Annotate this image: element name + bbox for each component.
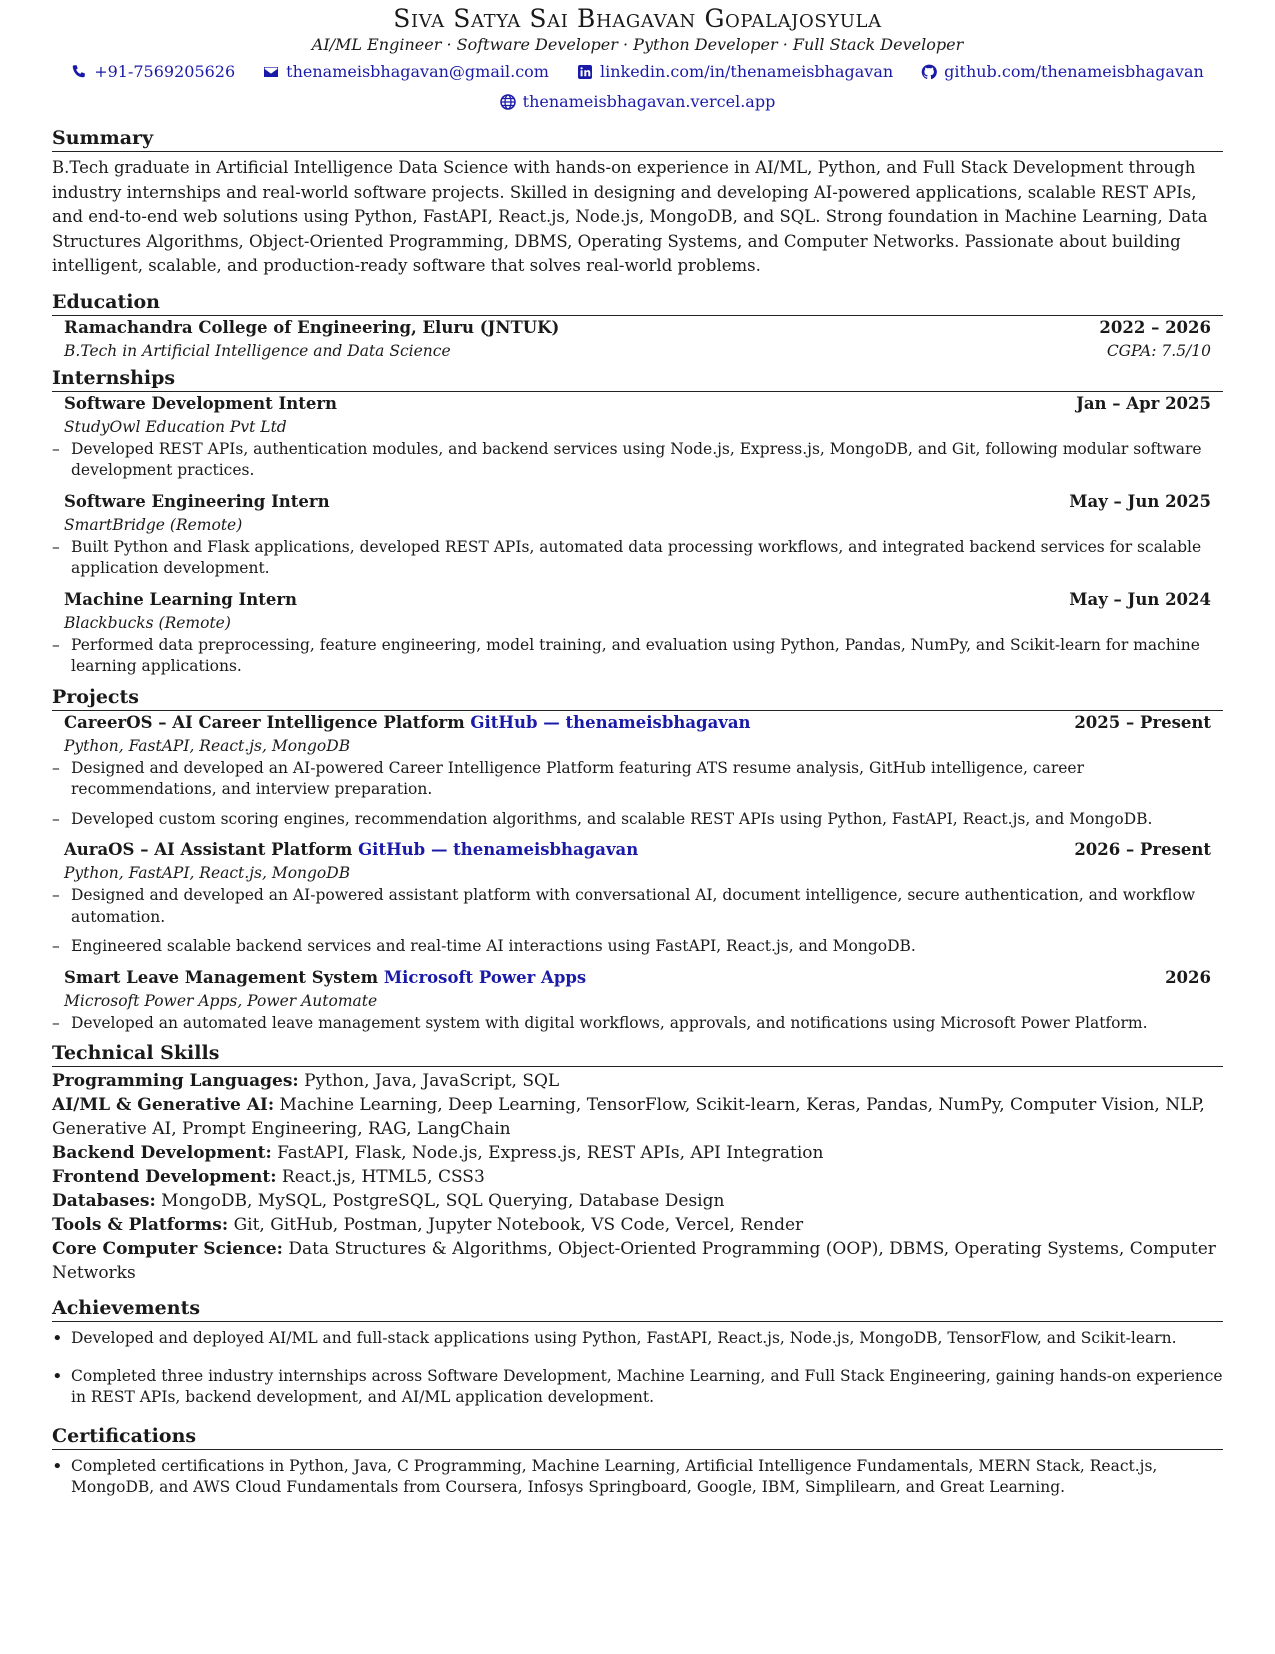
achievements-heading: Achievements bbox=[52, 1297, 1223, 1322]
skill-value: FastAPI, Flask, Node.js, Express.js, REST APIs, API Integration bbox=[277, 1143, 824, 1163]
project-dates: 2025 – Present bbox=[1074, 712, 1211, 732]
skills-heading: Technical Skills bbox=[52, 1042, 1223, 1067]
education-years: 2022 – 2026 bbox=[1099, 317, 1211, 337]
skill-value: Data Structures & Algorithms, Object-Oriented Programming (OOP), DBMS, Operating Systems, Computer Networks bbox=[52, 1239, 1216, 1283]
project-tech: Python, FastAPI, React.js, MongoDB bbox=[64, 864, 351, 882]
contact-bar-second-line bbox=[52, 89, 1223, 115]
skill-label: Backend Development: bbox=[52, 1143, 272, 1163]
certifications-heading: Certifications bbox=[52, 1425, 1223, 1450]
linkedin-icon bbox=[577, 64, 593, 80]
skill-label: Tools & Platforms: bbox=[52, 1215, 229, 1235]
linkedin-text: linkedin.com/in/thenameisbhagavan bbox=[599, 62, 894, 81]
candidate-subtitle: AI/ML Engineer · Software Developer · Python Developer · Full Stack Developer bbox=[311, 35, 964, 54]
skill-row bbox=[52, 1093, 1223, 1141]
summary-text: B.Tech graduate in Artificial Intelligence Data Science with hands-on experience in AI/ML, Python, and Full Stack Development through industry internships and real-world software projects. Skilled in designing and developing AI-powered applications, scalable REST APIs, and end-to-end web solutions using Python, FastAPI, React.js, Node.js, MongoDB, and SQL. Strong foundation in Machine Learning, Data Structures Algorithms, Object-Oriented Programming, DBMS, Operating Systems, and Computer Networks. Passionate about building intelligent, scalable, and production-ready software that solves real-world problems. bbox=[52, 158, 1208, 275]
project-tech: Python, FastAPI, React.js, MongoDB bbox=[64, 736, 351, 755]
skill-value: React.js, HTML5, CSS3 bbox=[281, 1167, 485, 1187]
internship-company: SmartBridge (Remote) bbox=[64, 515, 243, 534]
achievement-item: • Completed three industry internships across Software Development, Machine Learning, and Full Stack Engineering, gaining hands-on experience in REST APIs, backend development, and AI/ML application development. bbox=[52, 1366, 1223, 1409]
school-name: Ramachandra College of Engineering, Eluru (JNTUK) bbox=[64, 317, 560, 337]
project-entry bbox=[52, 838, 1223, 958]
phone-link[interactable] bbox=[71, 59, 235, 85]
project-bullet: – Developed custom scoring engines, recommendation algorithms, and scalable REST APIs using Python, FastAPI, React.js, and MongoDB. bbox=[52, 809, 1223, 831]
email-text: thenameisbhagavan@gmail.com bbox=[286, 62, 549, 81]
internship-role: Software Development Intern bbox=[64, 393, 338, 413]
project-powerapps-link[interactable]: Microsoft Power Apps bbox=[383, 967, 587, 987]
skills-list bbox=[52, 1069, 1223, 1285]
internship-bullet: – Performed data preprocessing, feature engineering, model training, and evaluation using Python, Pandas, NumPy, and Scikit-learn for machine learning applications. bbox=[52, 635, 1223, 678]
achievement-item: • Developed and deployed AI/ML and full-stack applications using Python, FastAPI, React.js, Node.js, MongoDB, TensorFlow, and Scikit-learn. bbox=[52, 1328, 1223, 1350]
summary-heading: Summary bbox=[52, 127, 1223, 152]
education-heading: Education bbox=[52, 291, 1223, 316]
internship-dates: May – Jun 2025 bbox=[1069, 491, 1211, 511]
resume-page bbox=[0, 4, 1275, 1654]
project-name: Smart Leave Management System bbox=[64, 967, 379, 987]
degree-name: B.Tech in Artificial Intelligence and Data Science bbox=[64, 341, 451, 360]
project-entry bbox=[52, 711, 1223, 831]
internship-company: Blackbucks (Remote) bbox=[64, 613, 231, 632]
cgpa: CGPA: 7.5/10 bbox=[1106, 341, 1211, 360]
internships-section bbox=[52, 367, 1223, 678]
project-name: CareerOS – AI Career Intelligence Platform bbox=[64, 712, 465, 732]
certification-item: • Completed certifications in Python, Java, C Programming, Machine Learning, Artificial Intelligence Fundamentals, MERN Stack, React.js, MongoDB, and AWS Cloud Fundamentals from Coursera, Infosys Springboard, Google, IBM, Simplilearn, and Great Learning. bbox=[52, 1456, 1223, 1499]
project-github-link[interactable]: GitHub — thenameisbhagavan bbox=[470, 712, 751, 732]
internship-bullet: – Developed REST APIs, authentication modules, and backend services using Node.js, Express.js, MongoDB, and Git, following modular software development practices. bbox=[52, 439, 1223, 482]
internship-role: Software Engineering Intern bbox=[64, 491, 330, 511]
internship-dates: May – Jun 2024 bbox=[1069, 589, 1211, 609]
github-link[interactable] bbox=[921, 59, 1204, 85]
website-text: thenameisbhagavan.vercel.app bbox=[522, 92, 776, 111]
phone-text: +91-7569205626 bbox=[94, 62, 236, 81]
candidate-name: Siva Satya Sai Bhagavan Gopalajosyula bbox=[393, 4, 882, 33]
skills-section bbox=[52, 1042, 1223, 1285]
phone-icon bbox=[71, 64, 87, 80]
internship-entry bbox=[52, 588, 1223, 678]
internship-entry bbox=[52, 392, 1223, 482]
project-entry bbox=[52, 966, 1223, 1035]
skill-label: AI/ML & Generative AI: bbox=[52, 1095, 275, 1115]
project-name: AuraOS – AI Assistant Platform bbox=[64, 840, 353, 859]
website-link[interactable] bbox=[500, 89, 776, 115]
skill-row bbox=[52, 1213, 1223, 1237]
skill-row bbox=[52, 1069, 1223, 1093]
internship-role: Machine Learning Intern bbox=[64, 589, 298, 609]
internship-company: StudyOwl Education Pvt Ltd bbox=[64, 417, 287, 436]
envelope-icon bbox=[263, 64, 279, 80]
skill-label: Databases: bbox=[52, 1191, 156, 1211]
summary-section bbox=[52, 127, 1223, 279]
contact-bar bbox=[52, 59, 1223, 85]
github-text: github.com/thenameisbhagavan bbox=[944, 62, 1204, 81]
github-icon bbox=[921, 64, 937, 80]
project-bullet: – Engineered scalable backend services and real-time AI interactions using FastAPI, React.js, and MongoDB. bbox=[52, 936, 1223, 958]
internship-bullet: – Built Python and Flask applications, developed REST APIs, automated data processing workflows, and integrated backend services for scalable application development. bbox=[52, 537, 1223, 580]
education-entry bbox=[52, 316, 1223, 363]
internship-entry bbox=[52, 490, 1223, 580]
skill-label: Programming Languages: bbox=[52, 1071, 299, 1091]
internship-dates: Jan – Apr 2025 bbox=[1076, 393, 1211, 413]
achievements-section bbox=[52, 1297, 1223, 1409]
skill-row bbox=[52, 1189, 1223, 1213]
skill-value: Python, Java, JavaScript, SQL bbox=[304, 1071, 560, 1091]
skill-value: MongoDB, MySQL, PostgreSQL, SQL Querying, Database Design bbox=[161, 1191, 725, 1211]
skill-row bbox=[52, 1165, 1223, 1189]
skill-label: Frontend Development: bbox=[52, 1167, 277, 1187]
project-dates: 2026 bbox=[1165, 967, 1211, 987]
skill-row bbox=[52, 1237, 1223, 1285]
email-link[interactable] bbox=[263, 59, 549, 85]
project-tech: Microsoft Power Apps, Power Automate bbox=[64, 991, 378, 1010]
certifications-section bbox=[52, 1425, 1223, 1499]
projects-heading: Projects bbox=[52, 686, 1223, 711]
project-dates: 2026 – Present bbox=[1074, 840, 1211, 859]
project-bullet: – Designed and developed an AI-powered assistant platform with conversational AI, document intelligence, secure authentication, and workflow automation. bbox=[52, 885, 1223, 928]
education-section bbox=[52, 291, 1223, 363]
project-bullet: – Designed and developed an AI-powered Career Intelligence Platform featuring ATS resume analysis, GitHub intelligence, career recommendations, and interview preparation. bbox=[52, 758, 1223, 801]
projects-section bbox=[52, 686, 1223, 1035]
internships-heading: Internships bbox=[52, 367, 1223, 392]
globe-icon bbox=[500, 94, 516, 110]
skill-value: Git, GitHub, Postman, Jupyter Notebook, VS Code, Vercel, Render bbox=[233, 1215, 804, 1235]
linkedin-link[interactable] bbox=[577, 59, 893, 85]
skill-row bbox=[52, 1141, 1223, 1165]
skill-label: Core Computer Science: bbox=[52, 1239, 283, 1259]
project-github-link[interactable]: GitHub — thenameisbhagavan bbox=[358, 840, 639, 859]
project-bullet: – Developed an automated leave management system with digital workflows, approvals, and notifications using Microsoft Power Platform. bbox=[52, 1013, 1223, 1035]
skill-value: Machine Learning, Deep Learning, TensorFlow, Scikit-learn, Keras, Pandas, NumPy, Computer Vision, NLP, Generative AI, Prompt Engineering, RAG, LangChain bbox=[52, 1095, 1205, 1139]
